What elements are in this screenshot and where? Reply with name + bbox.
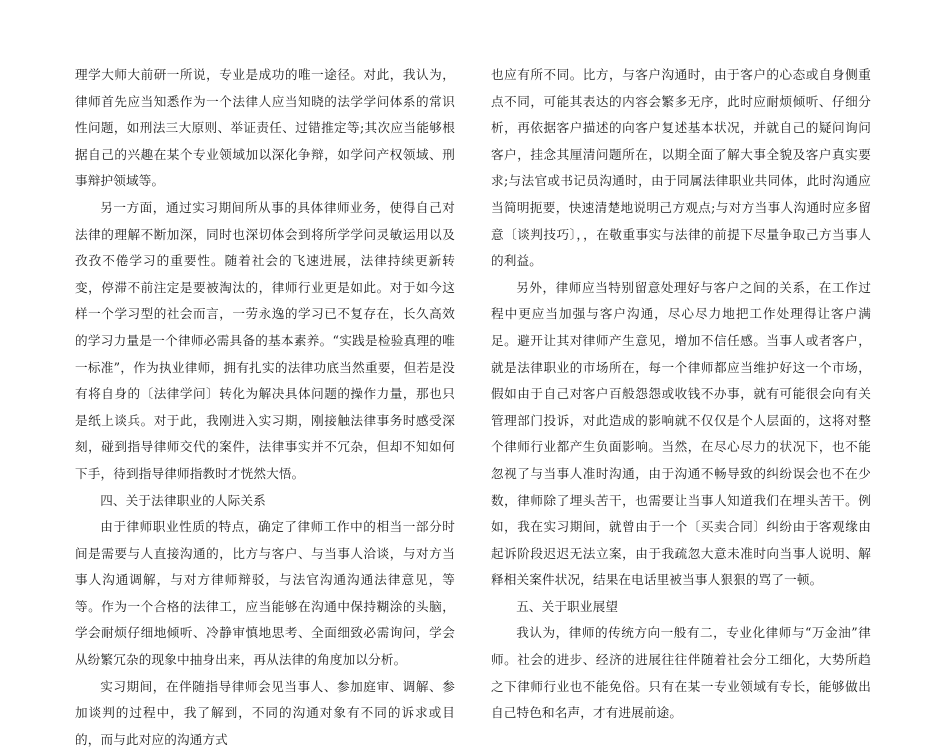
right-column: [491, 62, 871, 727]
paragraph: 实习期间，在伴随指导律师会见当事人、参加庭审、调解、参加谈判的过程中，我了解到，不同的沟通对象有不同的诉求或目的，而与此对应的沟通方式: [75, 678, 455, 747]
paragraph-continued: 理学大师大前研一所说，专业是成功的唯一途径。对此，我认为，律师首先应当知悉作为一个法律人应当知晓的法学学问体系的常识性问题，如刑法三大原则、举证责任、过错推定等;其次应当能够根据自己的兴趣在某个专业领域加以深化争辩，如学问产权领域、刑事辩护领域等。: [75, 67, 455, 189]
paragraph: 另一方面，通过实习期间所从事的具体律师业务，使得自己对法律的理解不断加深，同时也深切体会到将所学学问灵敏运用以及孜孜不倦学习的重要性。随着社会的飞速进展，法律持续更新转变，停滞不前注定是要被淘汰的，律师行业更是如此。对于如今这样一个学习型的社会而言，一劳永逸的学习已不复存在，长久高效的学习力量是一个律师必需具备的基本素养。“实践是检验真理的唯一标准”，作为执业律师，拥有扎实的法律功底当然重要，但若是没有将自身的〔法律学问〕转化为解决具体问题的操作力量，那也只是纸上谈兵。对于此，我刚进入实习期，刚接触法律事务时感受深刻，碰到指导律师交代的案件，法律事实并不冗杂，但却不知如何下手，待到指导律师指教时才恍然大悟。: [75, 199, 455, 481]
section-heading: 五、关于职业展望: [516, 598, 619, 614]
section-heading: 四、关于法律职业的人际关系: [100, 492, 266, 508]
paragraph: 我认为，律师的传统方向一般有二，专业化律师与“万金油”律师。社会的进步、经济的进展往往伴随着社会分工细化，大势所趋之下律师行业也不能免俗。只有在某一专业领域有专长，能够做出自己特色和名声，才有进展前途。: [491, 625, 871, 721]
left-column: [75, 62, 455, 753]
paragraph: 另外，律师应当特别留意处理好与客户之间的关系，在工作过程中更应当加强与客户沟通，尽心尽力地把工作处理得让客户满足。避开让其对律师产生意见，增加不信任感。当事人或者客户，就是法律职业的市场所在，每一个律师都应当维护好这一个市场，假如由于自己对客户百般怨怨或收钱不办事，就有可能很会向有关管理部门投诉，对此造成的影响就不仅仅是个人层面的，这将对整个律师行业都产生负面影响。当然，在尽心尽力的状况下，也不能忽视了与当事人准时沟通，由于沟通不畅导致的纠纷误会也不在少数，律师除了埋头苦干，也需要让当事人知道我们在埋头苦干。例如，我在实习期间，就曾由于一个〔买卖合同〕纠纷由于客观缘由起诉阶段迟迟无法立案，由于我疏忽大意未准时向当事人说明、解释相关案件状况，结果在电话里被当事人狠狠的骂了一顿。: [491, 279, 871, 588]
paragraph-continued: 也应有所不同。比方，与客户沟通时，由于客户的心态或自身侧重点不同，可能其表达的内容会繁多无序，此时应耐烦倾听、仔细分析，再依据客户描述的向客户复述基本状况，并就自己的疑问询问客户，挂念其厘清问题所在，以期全面了解大事全貌及客户真实要求;与法官或书记员沟通时，由于同属法律职业共同体，此时沟通应当简明扼要，快速清楚地说明己方观点;与对方当事人沟通时应多留意〔谈判技巧〕，，在敬重事实与法律的前提下尽量争取己方当事人的利益。: [491, 67, 871, 269]
paragraph: 由于律师职业性质的特点，确定了律师工作中的相当一部分时间是需要与人直接沟通的，比方与客户、与当事人洽谈，与对方当事人沟通调解，与对方律师辩驳，与法官沟通沟通法律意见，等等。作为一个合格的法律工，应当能够在沟通中保持糊涂的头脑，学会耐烦仔细地倾听、冷静审慎地思考、全面细致必需询问，学会从纷繁冗杂的现象中抽身出来，再从法律的角度加以分析。: [75, 519, 455, 668]
